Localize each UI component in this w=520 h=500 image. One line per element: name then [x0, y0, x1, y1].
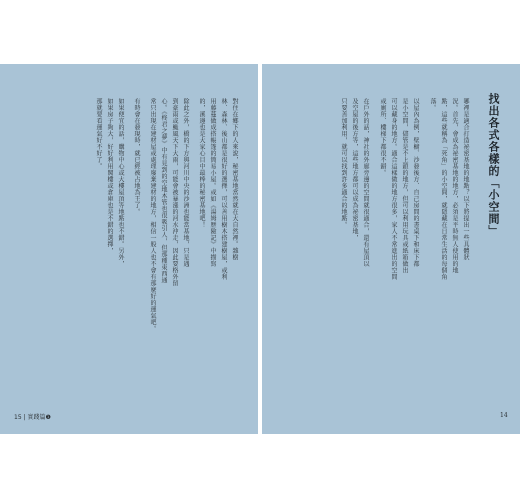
body-column: 如果便宜的話，購物中心或大樓屋頂等地點也不錯。另外，	[117, 98, 124, 267]
body-column: 是小空間，儘管是不上鎖的地方，但可以利用玩具或紙箱做出	[401, 98, 408, 274]
section-heading: 找出各式各樣的「小空間」	[487, 93, 500, 237]
body-column: 在戶外的話，神社的外廊旁邊的空間就很適合，還有屋頂以	[362, 98, 369, 267]
body-column: 只要善加利用，就可以找到許多適合的地點。	[340, 98, 347, 228]
body-column: 到豪雨或颱風天下大雨，可能會被暴漲的河水沖走，因此要格外留	[171, 98, 178, 287]
body-column: 況。首先，會成為祕密基地的地方，必須是平時無人使用的地	[451, 98, 458, 274]
body-column: 對住在鄉下的人來說，秘密基地當然就在大自然裡。雜樹	[231, 98, 238, 261]
body-column: 用藤蔓做成搭帳篷的簡易小屋。或如《湯姆歷險記》中描寫	[209, 98, 216, 267]
body-column: 的，溪邊也是大家心目中最棒的秘密基地吧！	[198, 98, 205, 228]
body-column: 除此之外，橋的下方與河川中央的沙洲也能當基地，只是遇	[182, 98, 189, 267]
body-column: 可以藏身的地方。適合這樣做的地方很多，家人不常進出的空間	[390, 98, 397, 280]
page-number-left: 15 | 實踐篇❶	[14, 414, 51, 421]
body-column: 心。《柊君之夢》中有見到的空地木管也很吸引人，但那種東西通	[160, 98, 167, 284]
body-column: 哪裡是適合打造祕密基地的地點？以下將提出一些具體狀	[462, 98, 469, 261]
body-column: 落。	[429, 98, 436, 111]
body-column: 以屋內為例，壁櫥、沙發後方、自己房間的書桌下和床下都	[412, 98, 419, 267]
body-column: 常只出現在建材屋或處理廢棄建材的地方，相信一般人也不會有那麼好的運氣吧。	[149, 98, 156, 332]
body-column: 點，這些就稱為「死角」的小空間，就隱藏在日常生活的每個角	[440, 98, 447, 280]
body-column: 林、森林、後山都是很好的選擇，可以善用樹木搭建樹屋，或利	[220, 98, 227, 280]
body-column: 有時會在發現時，就已經被占地為王了。	[133, 98, 140, 215]
body-column: 那就要看運氣好不好了。	[95, 98, 102, 170]
page-number-right: 14	[500, 412, 508, 419]
body-column: 如果房子夠大，好好利用閣樓或倉庫也是不錯的選擇，	[106, 98, 113, 254]
body-column: 及空屋的後方等，這些地方都可以成為祕密基地，	[351, 98, 358, 241]
body-column: 或廁所、樓梯下都很不錯。	[379, 98, 386, 176]
